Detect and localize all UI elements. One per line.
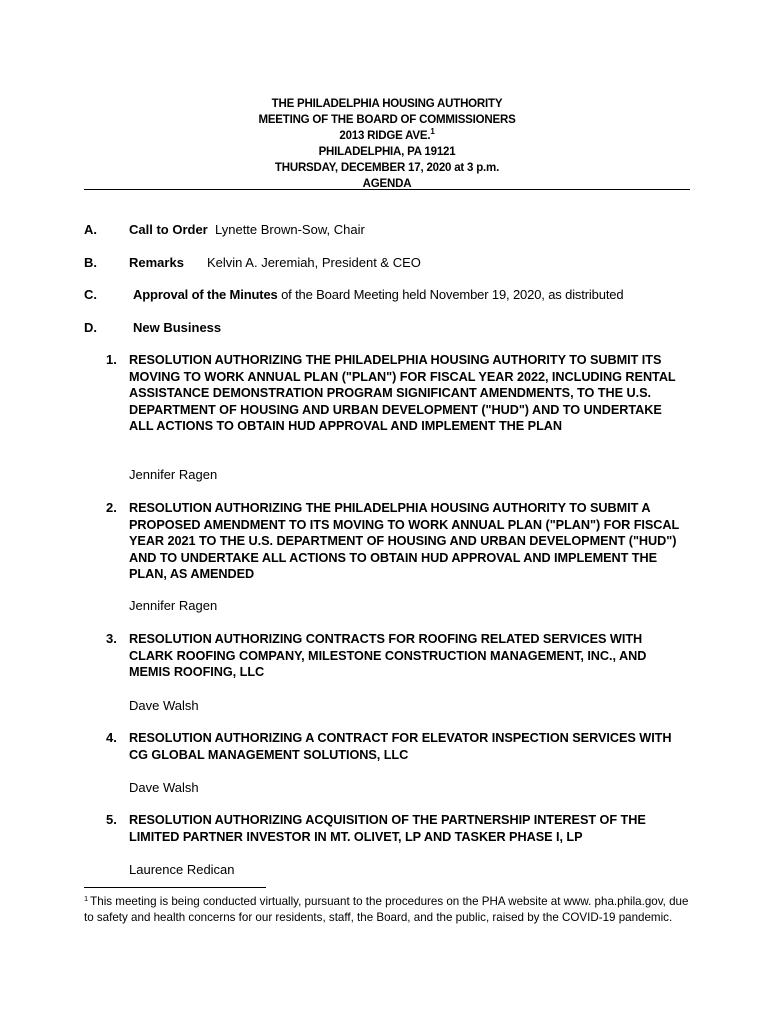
- item-presenter: Dave Walsh: [129, 780, 199, 795]
- meeting-address: 2013 RIDGE AVE.$^1$: [339, 127, 435, 142]
- header-divider: [84, 189, 690, 190]
- section-heading: Remarks: [129, 255, 184, 270]
- section-heading: Call to Order: [129, 222, 208, 237]
- section-heading: New Business: [133, 320, 222, 335]
- item-number: 4.: [106, 730, 117, 745]
- meeting-title: MEETING OF THE BOARD OF COMMISSIONERS: [258, 114, 516, 126]
- item-presenter: Dave Walsh: [129, 698, 199, 713]
- section-letter: D.: [84, 320, 97, 335]
- item-presenter: Jennifer Ragen: [129, 467, 218, 482]
- org-name: THE PHILADELPHIA HOUSING AUTHORITY: [271, 98, 503, 110]
- meeting-city: PHILADELPHIA, PA 19121: [318, 146, 456, 158]
- footnote-ref: 1: [430, 127, 435, 136]
- section-letter: B.: [84, 255, 97, 270]
- agenda-header: [84, 96, 690, 192]
- section-text: Lynette Brown-Sow, Chair: [214, 222, 365, 237]
- item-title: RESOLUTION AUTHORIZING A CONTRACT FOR ELEVATOR INSPECTION SERVICES WITH CG GLOBAL MANAGEMENT SOLUTIONS, LLC: [129, 731, 672, 762]
- section-text: Kelvin A. Jeremiah, President & CEO: [207, 255, 421, 270]
- item-presenter: Laurence Redican: [129, 862, 235, 877]
- section-letter: C.: [84, 287, 97, 302]
- meeting-date: THURSDAY, DECEMBER 17, 2020 at 3 p.m.: [274, 162, 500, 174]
- item-title: RESOLUTION AUTHORIZING THE PHILADELPHIA HOUSING AUTHORITY TO SUBMIT ITS MOVING TO WORK ANNUAL PLAN ("PLAN") FOR FISCAL YEAR 2022, INCLUDING RENTAL ASSISTANCE DEMONSTRATION PROGRAM SIGNIFICANT AMENDMENTS, TO THE U.S. DEPARTMENT OF HOUSING AND URBAN DEVELOPMENT ("HUD") AND TO UNDERTAKE ALL ACTIONS TO OBTAIN HUD APPROVAL AND IMPLEMENT THE PLAN: [129, 353, 676, 433]
- item-number: 2.: [106, 500, 117, 515]
- footnote-divider: [84, 887, 266, 888]
- item-title: RESOLUTION AUTHORIZING ACQUISITION OF THE PARTNERSHIP INTEREST OF THE LIMITED PARTNER INVESTOR IN MT. OLIVET, LP AND TASKER PHASE I, LP: [129, 813, 646, 844]
- doc-type: AGENDA: [362, 178, 412, 190]
- footnote-text: This meeting is being conducted virtually, pursuant to the procedures on the PHA website at www. pha.phila.gov, due to safety and health concerns for our residents, staff, the Board, and the public, raised by the COVID-19 pandemic.: [84, 895, 689, 924]
- item-title: RESOLUTION AUTHORIZING THE PHILADELPHIA HOUSING AUTHORITY TO SUBMIT A PROPOSED AMENDMENT TO ITS MOVING TO WORK ANNUAL PLAN ("PLAN") FOR FISCAL YEAR 2021 TO THE U.S. DEPARTMENT OF HOUSING AND URBAN DEVELOPMENT ("HUD") AND TO UNDERTAKE ALL ACTIONS TO OBTAIN HUD APPROVAL AND IMPLEMENT THE PLAN, AS AMENDED: [129, 501, 680, 581]
- item-title: RESOLUTION AUTHORIZING CONTRACTS FOR ROOFING RELATED SERVICES WITH CLARK ROOFING COMPANY, MILESTONE CONSTRUCTION MANAGEMENT, INC., AND MEMIS ROOFING, LLC: [129, 632, 647, 679]
- section-heading: Approval of the Minutes: [133, 287, 278, 302]
- item-number: 5.: [106, 812, 117, 827]
- item-number: 1.: [106, 352, 117, 367]
- footnote-marker: 1: [84, 894, 89, 903]
- section-letter: A.: [84, 222, 97, 237]
- footnote: [84, 894, 694, 926]
- section-text: of the Board Meeting held November 19, 2020, as distributed: [281, 287, 624, 302]
- item-presenter: Jennifer Ragen: [129, 598, 218, 613]
- item-number: 3.: [106, 631, 117, 646]
